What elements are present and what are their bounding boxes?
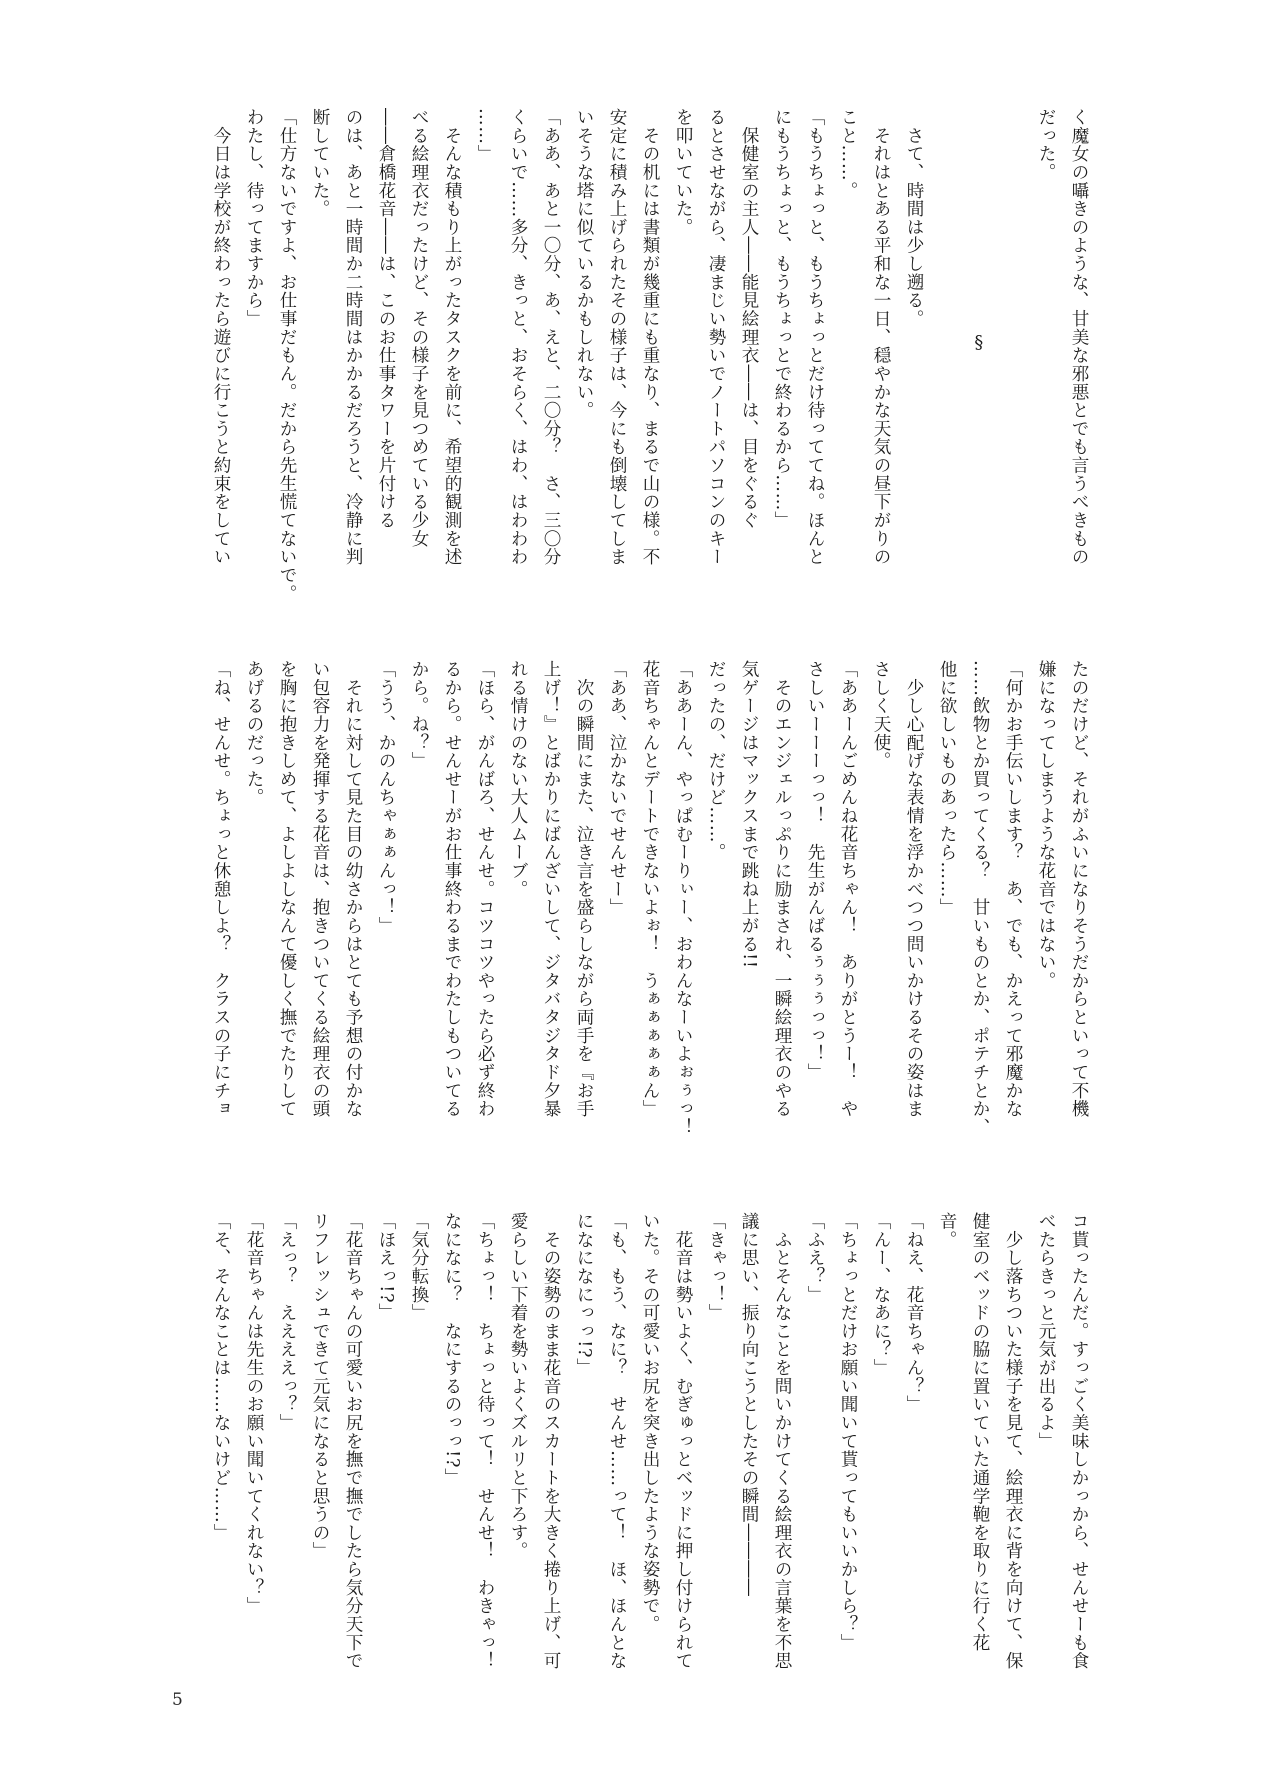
text-column: 嫌になってしまうような花音ではない。 [1036, 660, 1056, 990]
section-break-mark: § [968, 332, 989, 354]
text-column: 「ちょっ！ ちょっと待って！ せんせ！ わきゃっ！ [475, 1212, 495, 1670]
text-column: を叩いていた。 [673, 108, 693, 237]
text-column: こと……。 [838, 108, 858, 200]
text-column: 「ああーんごめんね花音ちゃん！ ありがとうー！ や [838, 660, 858, 1118]
text-column: 今日は学校が終わったら遊びに行こうと約束をしてい [211, 108, 231, 566]
text-column: べたらきっと元気が出るよ」 [1036, 1212, 1056, 1451]
text-column: さしいーーーっっ！ 先生がんばるぅぅぅっっ！」 [805, 660, 825, 1082]
text-column: くらいで……多分、きっと、おそらく、はわ、はわわわ [508, 108, 528, 566]
text-column: 花音ちゃんとデートできないよぉ！ うぁぁぁぁぁん」 [640, 660, 660, 1118]
text-column: それに対して見た目の幼さからはとても予想の付かな [343, 660, 363, 1118]
text-column: 「きゃっ！」 [706, 1212, 726, 1322]
text-column: わたし、待ってますから」 [244, 108, 264, 328]
text-column: そのエンジェルっぷりに励まされ、一瞬絵理衣のやる [772, 660, 792, 1118]
text-column: 「ね、せんせ。ちょっと休憩しよ？ クラスの子にチョ [211, 660, 231, 1118]
text-column: れる情けのない大人ムーブ。 [508, 660, 528, 899]
text-column: だったの、だけど……。 [706, 660, 726, 862]
text-column: を胸に抱きしめて、よしよしなんて優しく撫でたりして [277, 660, 297, 1118]
text-column: 議に思い、振り向こうとしたその瞬間―――― [739, 1212, 759, 1597]
text-column: 「花音ちゃんは先生のお願い聞いてくれない？」 [244, 1212, 264, 1616]
text-column: 気ゲージはマックスまで跳ね上がる!! [739, 660, 759, 969]
text-column: その机には書類が幾重にも重なり、まるで山の様。不 [640, 108, 660, 566]
text-column: コ貰ったんだ。すっごく美味しかっから、せんせーも食 [1069, 1212, 1089, 1670]
text-column: 「もうちょっと、もうちょっとだけ待っててね。ほんと [805, 108, 825, 566]
text-column: 「ねえ、花音ちゃん？」 [904, 1212, 924, 1414]
text-column: にもうちょっと、もうちょっとで終わるから……」 [772, 108, 792, 530]
text-column: 「ほえっ!?」 [376, 1212, 396, 1322]
text-column: 「仕方ないですよ、お仕事だもん。だから先生慌てないで。 [277, 108, 297, 603]
text-column: いそうな塔に似ているかもしれない。 [574, 108, 594, 420]
text-column: たのだけど、それがふいになりそうだからといって不機 [1069, 660, 1089, 1118]
text-column: 「ああ、あと一〇分、あ、えと、二〇分？ さ、三〇分 [541, 108, 561, 566]
text-column: るとさせながら、凄まじい勢いでノートパソコンのキー [706, 108, 726, 566]
text-column: いた。その可愛いお尻を突き出したような姿勢で。 [640, 1212, 660, 1634]
text-column: なになに？ なにするのっっ!?」 [442, 1212, 462, 1487]
text-column: 健室のベッドの脇に置いていた通学鞄を取りに行く花 [970, 1212, 990, 1652]
text-column: く魔女の囁きのような、甘美な邪悪とでも言うべきもの [1069, 108, 1089, 566]
text-column: 「ほら、がんばろ、せんせ。コツコツやったら必ず終わ [475, 660, 495, 1118]
text-column: その姿勢のまま花音のスカートを大きく捲り上げ、可 [541, 1212, 561, 1670]
text-column: になになにっっ!?」 [574, 1212, 594, 1377]
text-column: ……」 [475, 108, 495, 163]
text-column: 安定に積み上げられたその様子は、今にも倒壊してしま [607, 108, 627, 566]
text-column: 少し落ちついた様子を見て、絵理衣に背を向けて、保 [1003, 1212, 1023, 1670]
text-column: 「何かお手伝いします？ あ、でも、かえって邪魔かな [1003, 660, 1023, 1118]
text-column: 「うう、かのんちゃぁぁんっ！」 [376, 660, 396, 935]
text-column: 少し心配げな表情を浮かべつつ問いかけるその姿はま [904, 660, 924, 1118]
text-column: 断していた。 [310, 108, 330, 218]
text-column: 他に欲しいものあったら……」 [937, 660, 957, 917]
text-column: るから。せんせーがお仕事終わるまでわたしもついてる [442, 660, 462, 1118]
text-column: い包容力を発揮する花音は、抱きついてくる絵理衣の頭 [310, 660, 330, 1118]
text-column: ……飲物とか買ってくる？ 甘いものとか、ポテチとか、 [970, 660, 990, 1137]
text-column: そんな積もり上がったタスクを前に、希望的観測を述 [442, 108, 462, 566]
text-column: 愛らしい下着を勢いよくズルリと下ろす。 [508, 1212, 528, 1561]
text-column: 花音は勢いよく、むぎゅっとベッドに押し付けられて [673, 1212, 693, 1670]
text-column: 保健室の主人――能見絵理衣――は、目をぐるぐ [739, 108, 759, 530]
text-column: さしく天使。 [871, 660, 891, 770]
text-column: それはとある平和な一日、穏やかな天気の昼下がりの [871, 108, 891, 566]
text-column: 音。 [937, 1212, 957, 1249]
page-number: 5 [172, 1690, 183, 1710]
text-column: 「えっ？ ええええっ？」 [277, 1212, 297, 1432]
text-column: 「ふえ？」 [805, 1212, 825, 1304]
text-column: 「ああ、泣かないでせんせー」 [607, 660, 627, 917]
text-column: 「ああーん、やっぱむーりぃー、おわんなーいよぉぅっ！ [673, 660, 693, 1137]
text-column: 「気分転換」 [409, 1212, 429, 1322]
text-column: 上げ！』とばかりにばんざいして、ジタバタジタド夕暴 [541, 660, 561, 1118]
text-column: ――倉橋花音――は、このお仕事タワーを片付ける [376, 108, 396, 530]
text-column: 「そ、そんなことは……ないけど……」 [211, 1212, 231, 1542]
text-column: だった。 [1036, 108, 1056, 182]
text-column: ふとそんなことを問いかけてくる絵理衣の言葉を不思 [772, 1212, 792, 1670]
text-column: べる絵理衣だったけど、その様子を見つめている少女 [409, 108, 429, 548]
text-column: 「も、もう、なに？ せんせ……って！ ほ、ほんとな [607, 1212, 627, 1670]
text-column: 次の瞬間にまた、泣き言を盛らしながら両手を『お手 [574, 660, 594, 1118]
text-column: 「んー、なあに？」 [871, 1212, 891, 1377]
text-column: さて、時間は少し遡る。 [904, 108, 924, 328]
text-column: 「花音ちゃんの可愛いお尻を撫で撫でしたら気分天下で [343, 1212, 363, 1670]
text-column: あげるのだった。 [244, 660, 264, 807]
text-column: 「ちょっとだけお願い聞いて貰ってもいいかしら？」 [838, 1212, 858, 1652]
text-column: から。ね？」 [409, 660, 429, 770]
text-column: のは、あと一時間か二時間はかかるだろうと、冷静に判 [343, 108, 363, 566]
text-column: リフレッシュできて元気になると思うの」 [310, 1212, 330, 1561]
